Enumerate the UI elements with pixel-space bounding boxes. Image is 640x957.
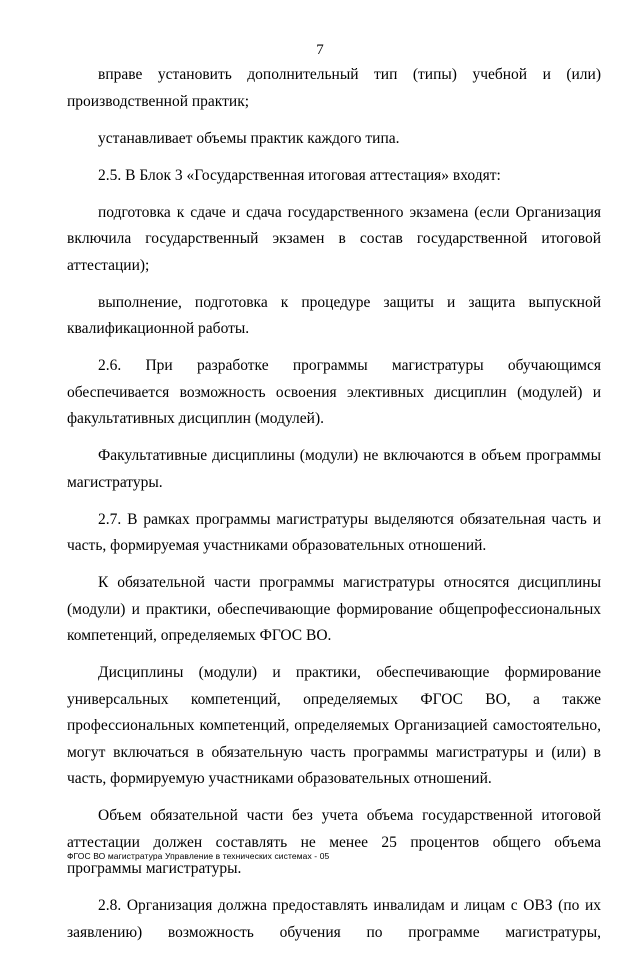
paragraph: подготовка к сдаче и сдача государственного экзамена (если Организация включила государственный экзамен в состав государственной итоговой аттестации); [67, 203, 601, 274]
paragraph: К обязательной части программы магистратуры относятся дисциплины (модули) и практики, обеспечивающие формирование общепрофессиональных компетенций, определяемых ФГОС ВО. [67, 574, 601, 644]
paragraph: 2.8. Организация должна предоставлять инвалидам и лицам с ОВЗ (по их заявлению) возможность обучения по программе магистратуры, [67, 897, 601, 941]
document-body [67, 62, 601, 957]
paragraph: устанавливает объемы практик каждого типа. [98, 129, 400, 147]
paragraph: выполнение, подготовка к процедуре защиты и защита выпускной квалификационной работы. [67, 293, 601, 337]
paragraph: Факультативные дисциплины (модули) не включаются в объем программы магистратуры. [67, 447, 601, 491]
paragraph: Объем обязательной части без учета объема государственной итоговой аттестации должен составлять не менее 25 процентов общего объема программы магистратуры. [67, 807, 601, 877]
paragraph: 2.7. В рамках программы магистратуры выделяются обязательная часть и часть, формируемая участниками образовательных отношений. [67, 510, 601, 554]
document-footer: ФГОС ВО магистратура Управление в технических системах - 05 [67, 851, 330, 861]
paragraph: 2.6. При разработке программы магистратуры обучающимся обеспечивается возможность освоения элективных дисциплин (модулей) и факультативных дисциплин (модулей). [67, 357, 601, 427]
paragraph: Дисциплины (модули) и практики, обеспечивающие формирование универсальных компетенций, определяемых ФГОС ВО, а также профессиональных компетенций, определяемых Организацией самостоятельно, могут включаться в обязательную часть программы магистратуры и (или) в часть, формируемую участниками образовательных отношений. [67, 664, 601, 787]
page-number: 7 [316, 42, 324, 58]
paragraph: вправе установить дополнительный тип (типы) учебной и (или) производственной практик; [67, 66, 601, 110]
paragraph: 2.5. В Блок 3 «Государственная итоговая аттестация» входят: [98, 166, 501, 184]
